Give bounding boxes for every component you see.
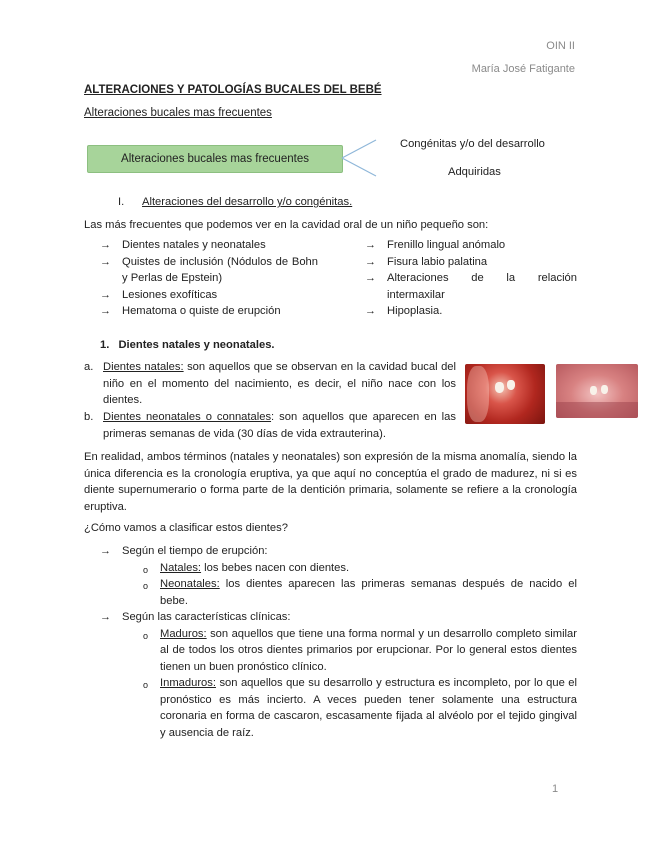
- sub-item-term: Maduros:: [160, 627, 207, 640]
- classify-time-heading: [100, 543, 577, 560]
- list-item: [100, 303, 318, 320]
- list-item-text: Hipoplasia.: [387, 305, 443, 317]
- definition-a: [84, 359, 456, 409]
- sub-list-item: [100, 626, 577, 676]
- definition-letter: b.: [84, 411, 94, 423]
- right-arrow-icon: →: [100, 239, 111, 251]
- list-item: [365, 254, 577, 271]
- document-title: ALTERACIONES Y PATOLOGÍAS BUCALES DEL BEBÉ: [84, 84, 382, 96]
- subsection-title: Dientes natales y neonatales.: [118, 339, 275, 351]
- author-header: María José Fatigante: [471, 63, 575, 75]
- section-number: I.: [118, 196, 125, 208]
- hollow-circle-bullet-icon: o: [143, 630, 149, 641]
- diagram-connector-lines: [340, 138, 380, 178]
- right-arrow-icon: →: [365, 255, 376, 268]
- sub-list-item: [100, 675, 577, 741]
- list-item-text: Alteraciones de la relación intermaxilar: [387, 272, 577, 301]
- classification-question: ¿Cómo vamos a clasificar estos dientes?: [84, 522, 288, 534]
- classify-clinical-heading: [100, 609, 577, 626]
- course-header: OIN II: [546, 40, 575, 52]
- section-subtitle: Alteraciones bucales mas frecuentes: [84, 107, 272, 119]
- right-arrow-icon: →: [100, 255, 111, 268]
- right-arrow-icon: →: [365, 272, 376, 284]
- hollow-circle-bullet-icon: o: [143, 581, 149, 591]
- connector-line-bottom: [342, 158, 376, 176]
- list-item-text: Dientes natales y neonatales: [122, 239, 266, 251]
- list-item: [365, 270, 577, 303]
- sub-item-term: Natales:: [160, 561, 202, 574]
- tooth-shape: [590, 386, 597, 395]
- connector-line-top: [342, 140, 376, 158]
- diagram-branch-bottom: Adquiridas: [448, 166, 501, 178]
- definition-body: [103, 359, 456, 409]
- definition-letter: a.: [84, 361, 94, 373]
- sub-item-text: son aquellos que tiene una forma normal y un desarrollo completo similar al de todos los otros dientes primarios por erupcionar. Por lo general estos dientes tienen un buen pronóstico clínico.: [160, 627, 577, 673]
- definition-text: son aquellos que se observan en la cavidad bucal del niño en el momento del nacimiento, es decir, el niño nace con los dientes.: [103, 361, 457, 406]
- list-item-text: Hematoma o quiste de erupción: [122, 305, 281, 317]
- definition-term: Dientes natales:: [103, 361, 184, 373]
- paragraph-reality: En realidad, ambos términos (natales y neonatales) son expresión de la misma anomalía, siendo la única diferencia es la cronología eruptiva, ya que aquí no conceptúa el grado de madurez, ni si es diente supernumerario o forma parte de la dentición primaria, solamente se refiere a la cronología eruptiva.: [84, 451, 577, 513]
- right-arrow-icon: →: [365, 239, 376, 251]
- hollow-circle-bullet-icon: o: [143, 680, 149, 690]
- photo-natal-teeth: [465, 364, 545, 424]
- classify-time-label: Según el tiempo de erupción:: [122, 545, 268, 557]
- definition-b: [84, 409, 456, 442]
- list-item-text: Quistes de inclusión (Nódulos de Bohn y Perlas de Epstein): [122, 255, 318, 284]
- list-left: [100, 237, 318, 320]
- right-arrow-icon: →: [365, 305, 376, 317]
- right-arrow-icon: →: [100, 545, 111, 557]
- sub-list-item: [100, 576, 577, 609]
- gum-shadow: [556, 402, 638, 418]
- right-arrow-icon: →: [100, 611, 111, 623]
- list-item: [365, 303, 577, 320]
- right-arrow-icon: →: [100, 305, 111, 317]
- classify-time: [100, 543, 577, 609]
- subsection-number: 1.: [100, 339, 110, 351]
- classify-clinical-label: Según las características clínicas:: [122, 611, 291, 623]
- diagram-box: Alteraciones bucales mas frecuentes: [87, 145, 343, 173]
- hollow-circle-bullet-icon: o: [143, 564, 149, 575]
- list-item: [100, 287, 318, 304]
- definition-term: Dientes neonatales o connatales: [103, 411, 272, 423]
- intro-text: Las más frecuentes que podemos ver en la cavidad oral de un niño pequeño son:: [84, 219, 489, 231]
- sub-list-item: [100, 560, 577, 577]
- diagram-branch-top: Congénitas y/o del desarrollo: [400, 138, 545, 150]
- sub-item-text: son aquellos que su desarrollo y estructura es incompleto, por lo que el pronóstico es más incierto. A veces pueden tener solamente una estructura coronaria en forma de cascaron, escasamente fijada al alvéolo por el tejido gingival y ausencia de raíz.: [160, 677, 577, 739]
- list-right: [365, 237, 577, 320]
- photo-neonatal-teeth: [556, 364, 638, 418]
- section-title: Alteraciones del desarrollo y/o congénitas.: [142, 196, 353, 208]
- sub-item-term: Inmaduros:: [160, 677, 216, 689]
- tooth-shape: [601, 385, 608, 394]
- list-item: [365, 237, 577, 254]
- sub-item-term: Neonatales:: [160, 578, 220, 590]
- lip-highlight: [467, 366, 489, 422]
- tooth-shape: [495, 382, 504, 393]
- right-arrow-icon: →: [100, 288, 111, 301]
- list-item: [100, 237, 318, 254]
- definition-text: : son aquellos que aparecen en las primeras semanas de vida (30 días de vida extrauterina).: [103, 411, 456, 440]
- sub-item-text: los bebes nacen con dientes.: [201, 561, 350, 574]
- list-item-text: Fisura labio palatina: [387, 255, 488, 268]
- page-number: 1: [552, 783, 559, 795]
- subsection-heading: [100, 337, 275, 354]
- list-item-text: Lesiones exofíticas: [122, 288, 218, 301]
- list-item: [100, 254, 318, 287]
- classify-clinical: [100, 609, 577, 741]
- sub-item-text: los dientes aparecen las primeras semanas después de nacido el bebe.: [160, 578, 577, 607]
- tooth-shape: [507, 380, 515, 390]
- definition-body: [103, 409, 456, 442]
- list-item-text: Frenillo lingual anómalo: [387, 239, 506, 251]
